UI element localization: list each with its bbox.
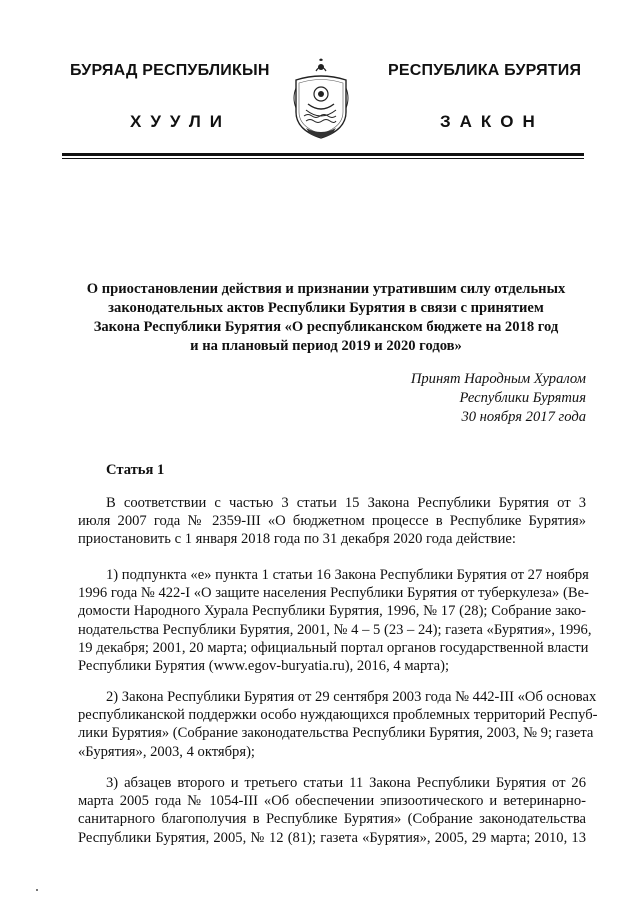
paragraph-line: Республики Бурятия (www.egov-buryatia.ru), 2016, 4 марта); (78, 658, 450, 675)
coat-of-arms-buryatia-icon (292, 58, 350, 140)
paragraph-line: лики Бурятия» (Собрание законодательства Республики Бурятия, 2003, № 9; газета (78, 725, 594, 742)
paragraph-item-1 (78, 566, 592, 675)
paragraph-line: июля 2007 года № 2359-III «О бюджетном процессе в Республике Бурятия» (78, 513, 586, 530)
header-left-title: БУРЯАД РЕСПУБЛИКЫН (70, 62, 270, 79)
paragraph-line: 3) абзацев второго и третьего статьи 11 Закона Республики Бурятия от 26 (106, 775, 586, 791)
law-title (70, 280, 582, 356)
paragraph-line: санитарного благополучия в Республике Бурятия» (Собрание законодательства (78, 811, 586, 828)
paragraph-item-2 (78, 688, 598, 761)
header-right-title: РЕСПУБЛИКА БУРЯТИЯ (388, 62, 582, 79)
header-right-subtitle: ЗАКОН (440, 112, 544, 131)
law-title-line: Закона Республики Бурятия «О республиканском бюджете на 2018 год (93, 319, 559, 335)
paragraph-line: приостановить с 1 января 2018 года по 31 декабря 2020 года действие: (78, 531, 516, 548)
law-title-line: О приостановлении действия и признании утратившим силу отдельных (86, 281, 566, 297)
adoption-line: Республики Бурятия (459, 390, 586, 406)
article-heading: Статья 1 (106, 462, 165, 478)
paragraph-line: марта 2005 года № 1054-III «Об обеспечении эпизоотического и ветеринарно- (78, 793, 586, 810)
paragraph-line: 2) Закона Республики Бурятия от 29 сентября 2003 года № 442-III «Об основах (106, 689, 597, 705)
paragraph-line: В соответствии с частью 3 статьи 15 Закона Республики Бурятия от 3 (106, 495, 586, 511)
adoption-line: Принят Народным Хуралом (410, 371, 586, 387)
header-divider-thin (62, 158, 584, 159)
adoption-line: 30 ноября 2017 года (461, 409, 586, 425)
law-title-line: законодательных актов Республики Бурятия в связи с принятием (108, 300, 544, 316)
scan-speck (36, 889, 38, 891)
paragraph-line: нодательства Республики Бурятия, 2001, № 4 – 5 (23 – 24); газета «Бурятия», 1996, (78, 621, 592, 638)
paragraph-line: республиканской поддержки особо нуждающихся проблемных территорий Респуб- (78, 707, 598, 724)
paragraph-item-3 (78, 774, 586, 847)
adoption-note (300, 370, 586, 427)
header-left-subtitle: ХУУЛИ (130, 112, 231, 131)
paragraph-line: «Бурятия», 2003, 4 октября); (78, 743, 255, 760)
law-title-line: и на плановый период 2019 и 2020 годов» (190, 338, 462, 354)
paragraph-line: 19 декабря; 2001, 20 марта; официальный портал органов государственной власти (78, 639, 589, 656)
paragraph-line: 1996 года № 422-I «О защите населения Республики Бурятия от туберкулеза» (Ве- (78, 585, 589, 602)
paragraph-intro (78, 494, 586, 549)
paragraph-line: Республики Бурятия, 2005, № 12 (81); газета «Бурятия», 2005, 29 марта; 2010, 13 (78, 829, 586, 846)
paragraph-line: 1) подпункта «е» пункта 1 статьи 16 Закона Республики Бурятия от 27 ноября (106, 567, 589, 583)
header-divider-thick (62, 153, 584, 156)
paragraph-line: домости Народного Хурала Республики Бурятия, 1996, № 17 (28); Собрание зако- (78, 603, 586, 620)
